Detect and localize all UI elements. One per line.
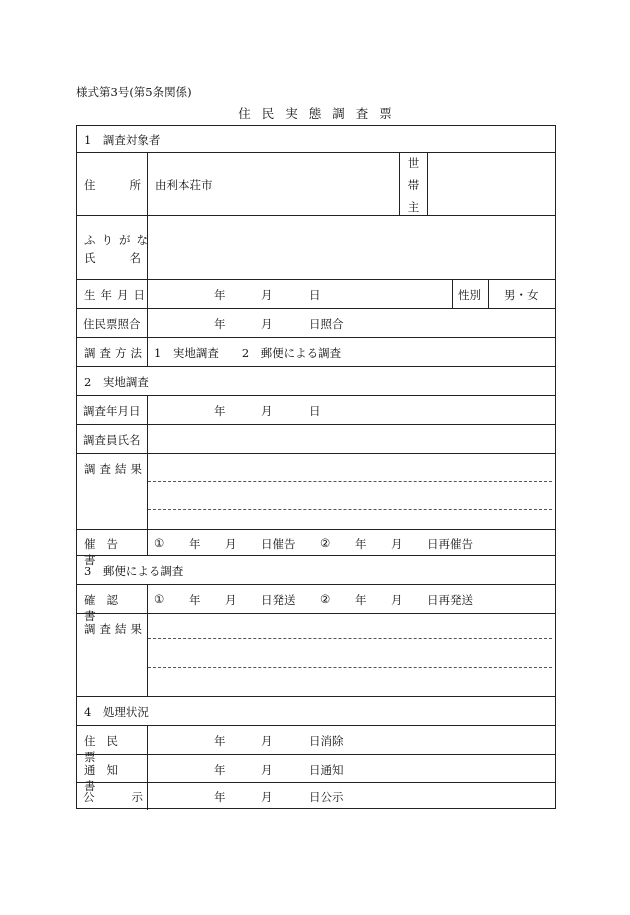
resident-check-label: 住民票照合 (83, 317, 141, 331)
address-label-b: 所 (129, 178, 141, 192)
name-label-a: 氏 (84, 251, 96, 265)
confirm-circle-1: ① (154, 592, 165, 606)
survey-date-label: 調査年月日 (83, 404, 141, 418)
field-result-dashed-line-2 (148, 509, 552, 510)
deletion-day: 日消除 (309, 734, 344, 748)
public-notice-label-a: 公 (83, 790, 95, 804)
resident-check-day: 日照合 (309, 317, 344, 331)
field-result-row (77, 453, 555, 530)
notice-label-text: 催告書 (84, 537, 129, 567)
confirmation-label-text: 確認書 (84, 593, 129, 623)
section-3-title: 3 郵便による調査 (84, 564, 184, 578)
page-title: 住民実態調査票 (238, 106, 403, 121)
furigana-label: ふりがな (84, 233, 154, 247)
birth-month: 月 (261, 288, 273, 302)
resident-register-row (77, 725, 555, 764)
notification-row (77, 754, 555, 793)
postal-result-label: 調査結果 (84, 622, 146, 636)
notice-month-2: 月 (391, 537, 403, 551)
public-notice-year: 年 (214, 790, 226, 804)
public-notice-month: 月 (261, 790, 273, 804)
notice-row (77, 529, 555, 567)
public-notice-row (77, 782, 555, 810)
form-number: 様式第3号(第5条関係) (76, 85, 192, 99)
section-4-title: 4 処理状況 (84, 705, 149, 719)
public-notice-day: 日公示 (309, 790, 344, 804)
household-head-char-3: 主 (407, 200, 420, 214)
confirm-day-2: 日再発送 (427, 593, 473, 607)
notification-label-text: 通知書 (84, 763, 129, 793)
investigator-row (77, 424, 555, 454)
deletion-month: 月 (261, 734, 273, 748)
notification-year: 年 (214, 763, 226, 777)
investigator-label: 調査員氏名 (83, 433, 141, 447)
notification-month: 月 (261, 763, 273, 777)
name-label (77, 250, 147, 266)
section-2-title: 2 実地調査 (84, 375, 149, 389)
household-head-char-1: 世 (407, 156, 420, 170)
notice-circle-2: ② (320, 536, 331, 550)
field-result-label: 調査結果 (84, 462, 146, 476)
sex-label: 性別 (458, 288, 481, 302)
resident-check-year: 年 (214, 317, 226, 331)
public-notice-label-b: 示 (131, 790, 143, 804)
survey-day: 日 (309, 404, 321, 418)
resident-check-month: 月 (261, 317, 273, 331)
survey-method-label: 調査方法 (84, 346, 146, 360)
confirm-month-1: 月 (225, 593, 237, 607)
confirm-year-1: 年 (189, 593, 201, 607)
survey-year: 年 (214, 404, 226, 418)
notice-year-2: 年 (355, 537, 367, 551)
postal-result-row (77, 613, 555, 697)
notice-circle-1: ① (154, 536, 165, 550)
notice-month-1: 月 (225, 537, 237, 551)
section-1-title: 1 調査対象者 (84, 133, 161, 147)
birth-date-row (77, 279, 555, 309)
resident-register-label-text: 住民票 (84, 734, 129, 764)
survey-method-value: 1 実地調査 2 郵便による調査 (154, 346, 342, 360)
confirmation-row (77, 584, 555, 623)
survey-month: 月 (261, 404, 273, 418)
notice-year-1: 年 (189, 537, 201, 551)
name-label-b: 名 (129, 251, 141, 265)
address-label (77, 177, 147, 193)
birth-day: 日 (309, 288, 321, 302)
survey-date-row (77, 395, 555, 425)
section-3-header (77, 555, 555, 585)
confirm-circle-2: ② (320, 592, 331, 606)
public-notice-label (77, 789, 147, 805)
resident-register-check-row (77, 308, 555, 338)
name-row (77, 215, 555, 280)
postal-result-dashed-line-1 (148, 638, 552, 639)
notice-day-2: 日再催告 (427, 537, 473, 551)
confirm-month-2: 月 (391, 593, 403, 607)
address-row (77, 152, 555, 216)
notice-day-1: 日催告 (261, 537, 296, 551)
postal-result-dashed-line-2 (148, 667, 552, 668)
section-4-header (77, 696, 555, 726)
section-2-header (77, 366, 555, 396)
address-label-a: 住 (84, 178, 96, 192)
confirm-day-1: 日発送 (261, 593, 296, 607)
field-result-dashed-line-1 (148, 481, 552, 482)
sex-value: 男・女 (504, 288, 539, 302)
birth-date-label: 生年月日 (84, 288, 150, 302)
address-value: 由利本荘市 (155, 178, 213, 192)
survey-form-table (76, 125, 556, 809)
deletion-year: 年 (214, 734, 226, 748)
confirm-year-2: 年 (355, 593, 367, 607)
birth-year: 年 (214, 288, 226, 302)
survey-method-row (77, 337, 555, 367)
section-1-header (77, 126, 555, 152)
household-head-char-2: 帯 (407, 178, 420, 192)
notification-day: 日通知 (309, 763, 344, 777)
household-head-label (400, 152, 427, 218)
